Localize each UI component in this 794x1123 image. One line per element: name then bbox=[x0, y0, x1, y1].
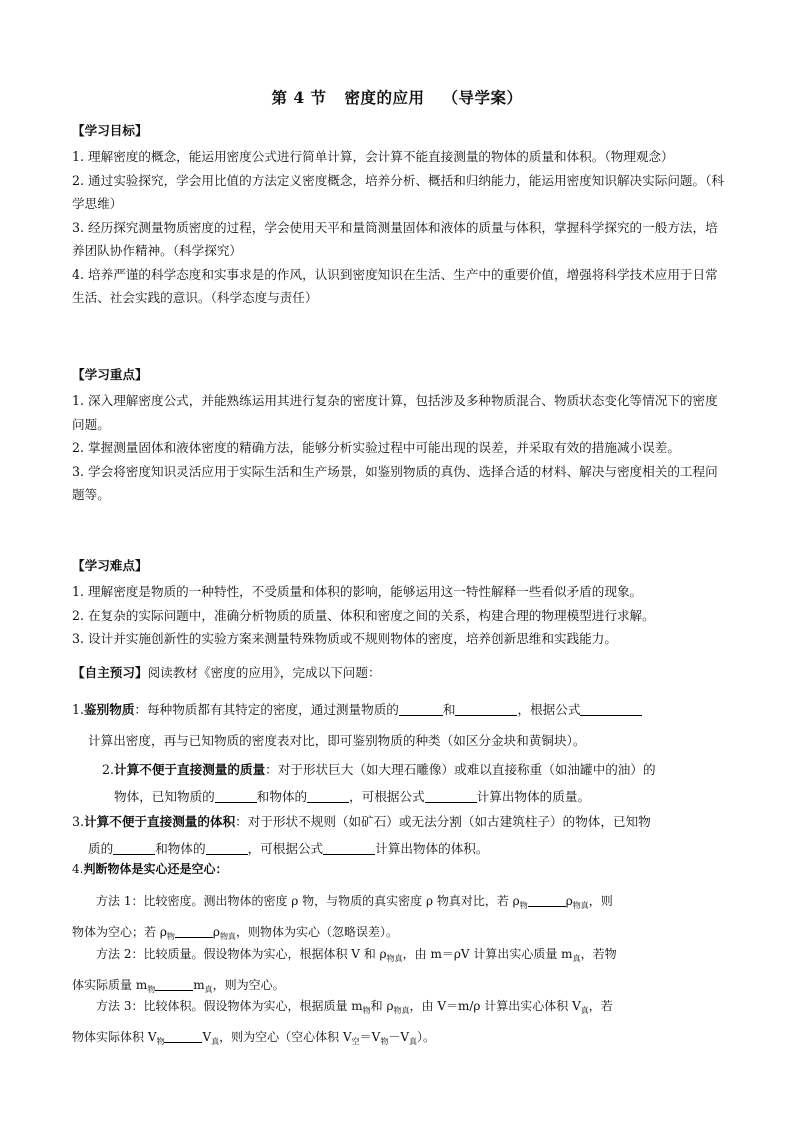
m3-text-j: ）。 bbox=[416, 1030, 435, 1044]
q4-term: 判断物体是实心还是空心 bbox=[83, 862, 216, 876]
q1-blank-volume[interactable] bbox=[455, 701, 517, 716]
method-1: 方法 1：比较密度。测出物体的密度 ρ 物，与物质的真实密度 ρ 物真对比，若 $\rho_物$ $\rho_{物真}$，则 物体为空心；若 $\rho_物$ $\rho_{物真}$，则物体为实心（忽略误差）。 bbox=[72, 894, 613, 941]
q1-text-c: ，根据公式 bbox=[517, 702, 581, 717]
m3-text-d: ，若 bbox=[588, 999, 613, 1013]
m2-text-c: ，若物 bbox=[580, 947, 617, 961]
q1-term: 鉴别物质 bbox=[84, 702, 135, 717]
title-tag: （导学案） bbox=[442, 88, 523, 107]
q1-line-2: 计算出密度，再与已知物质的密度表对比，即可鉴别物质的种类（如区分金块和黄铜块）。 bbox=[88, 733, 586, 748]
m1-sub-3: 物 bbox=[166, 932, 175, 941]
m1-blank-compare-1[interactable] bbox=[528, 892, 566, 907]
q2-blank-formula[interactable] bbox=[425, 788, 477, 803]
m3-blank-compare[interactable] bbox=[164, 1028, 202, 1043]
m1-blank-compare-2[interactable] bbox=[175, 923, 213, 938]
method-3 bbox=[72, 993, 728, 1055]
m2-sub-4: 真 bbox=[204, 985, 213, 994]
objective-item-3: 3. 经历探究测量物质密度的过程，学会使用天平和量筒测量固体和液体的质量与体积，掌握科学探究的一般方法，培养团队协作精神。（科学探究） bbox=[72, 219, 718, 258]
q3-blank-mass[interactable] bbox=[206, 840, 248, 855]
m2-sub-3: 物 bbox=[147, 985, 156, 994]
objective-item-1: 1. 理解密度的概念，能运用密度公式进行简单计算，会计算不能直接测量的物体的质量和体积。（物理观念） bbox=[72, 149, 674, 164]
question-4 bbox=[72, 858, 728, 882]
q4-colon: ： bbox=[215, 862, 228, 876]
m3-text-b: 和 ρ bbox=[370, 999, 394, 1013]
question-3 bbox=[72, 808, 728, 862]
m3-sub-6: 空 bbox=[351, 1037, 360, 1046]
preview-intro: 阅读教材《密度的应用》，完成以下问题： bbox=[147, 665, 381, 680]
m3-text-c: ，由 V＝m/ρ 计算出实心体积 V bbox=[409, 999, 581, 1013]
m2-sub-2: 真 bbox=[572, 954, 581, 963]
objective-item-2: 2. 通过实验探究，学会用比值的方法定义密度概念，培养分析、概括和归纳能力，能运用密度知识解决实际问题。（科学思维） bbox=[72, 172, 725, 211]
q3-text-e: 计算出物体的体积。 bbox=[375, 841, 489, 856]
q3-number: 3. bbox=[72, 814, 85, 829]
m3-sub-3: 真 bbox=[580, 1006, 589, 1015]
m1-text-a: 方法 1：比较密度。测出物体的密度 ρ 物，与物质的真实密度 ρ 物真对比，若 ρ bbox=[96, 894, 520, 908]
m3-text-g: ，则为空心（空心体积 V bbox=[219, 1030, 352, 1044]
q3-blank-density[interactable] bbox=[113, 840, 155, 855]
m3-sub-5: 真 bbox=[211, 1037, 220, 1046]
q1-number: 1. bbox=[72, 702, 85, 717]
m1-text-d: ，则物体为实心（忽略误差）。 bbox=[235, 925, 398, 939]
m1-text-c: 物体为空心；若 ρ bbox=[72, 925, 167, 939]
question-1 bbox=[72, 696, 728, 754]
m3-text-a: 方法 3：比较体积。假设物体为实心，根据质量 m bbox=[96, 999, 363, 1013]
m2-text-d: 体实际质量 m bbox=[72, 978, 148, 992]
objective-item-4: 4. 培养严谨的科学态度和实事求是的作风，认识到密度知识在生活、生产中的重要价值，增强将科学技术应用于日常生活、社会实践的意识。（科学态度与责任） bbox=[72, 266, 718, 305]
difficulty-item-1: 1. 理解密度是物质的一种特性，不受质量和体积的影响，能够运用这一特性解释一些看似矛盾的现象。 bbox=[72, 584, 643, 599]
key-point-item-3: 3. 学会将密度知识灵活应用于实际生活和生产场景，如鉴别物质的真伪、选择合适的材料、解决与密度相关的工程问题等。 bbox=[72, 463, 718, 502]
q2-text-b: 物体，已知物质的 bbox=[114, 789, 215, 804]
q3-blank-formula[interactable] bbox=[323, 840, 375, 855]
q2-text-e: 计算出物体的质量。 bbox=[476, 789, 591, 804]
preview-header: 【自主预习】 bbox=[72, 665, 148, 680]
m3-sub-7: 物 bbox=[380, 1037, 389, 1046]
q4-number: 4. bbox=[72, 862, 84, 876]
m1-sub-4: 物真 bbox=[219, 932, 236, 941]
m2-text-a: 方法 2：比较质量。假设物体为实心，根据体积 V 和 ρ bbox=[96, 947, 387, 961]
m2-blank-compare[interactable] bbox=[155, 976, 193, 991]
q3-term: 计算不便于直接测量的体积 bbox=[84, 814, 236, 829]
q1-blank-formula[interactable] bbox=[580, 701, 642, 716]
m3-text-f: V bbox=[202, 1030, 212, 1044]
q3-text-d: ，可根据公式 bbox=[247, 841, 324, 856]
q2-text-d: ，可根据公式 bbox=[349, 789, 425, 804]
m2-text-e: m bbox=[193, 978, 205, 992]
difficulties-list bbox=[72, 580, 728, 651]
objectives-list bbox=[72, 145, 728, 310]
key-point-item-1: 1. 深入理解密度公式，并能熟练运用其进行复杂的密度计算，包括涉及多种物质混合、物质状态变化等情况下的密度问题。 bbox=[72, 393, 718, 432]
q2-blank-volume[interactable] bbox=[307, 788, 349, 803]
q1-text-b: 和 bbox=[442, 702, 456, 717]
m3-sub-4: 物 bbox=[156, 1037, 165, 1046]
m3-text-h: ＝V bbox=[359, 1030, 381, 1044]
title-topic: 密度的应用 bbox=[344, 88, 425, 107]
difficulties-header: 【学习难点】 bbox=[72, 558, 148, 573]
m1-sub-2: 物真 bbox=[572, 901, 589, 910]
q3-text-b: 质的 bbox=[88, 841, 114, 856]
m3-sub-1: 物 bbox=[362, 1006, 371, 1015]
title-section: 第 4 节 bbox=[271, 88, 327, 107]
page-title bbox=[0, 86, 794, 108]
q2-text-a: ：对于形状巨大（如大理石雕像）或难以直接称重（如油罐中的油）的 bbox=[265, 762, 656, 777]
q3-text-a: ：对于形状不规则（如矿石）或无法分割（如古建筑柱子）的物体，已知物 bbox=[235, 814, 651, 829]
q1-blank-mass[interactable] bbox=[399, 701, 443, 716]
m1-sub-1: 物 bbox=[519, 901, 528, 910]
m3-sub-8: 真 bbox=[408, 1037, 417, 1046]
key-points-header: 【学习重点】 bbox=[72, 367, 148, 382]
question-2 bbox=[102, 756, 728, 810]
m2-sub-1: 物真 bbox=[386, 954, 403, 963]
difficulty-item-2: 2. 在复杂的实际问题中，准确分析物质的质量、体积和密度之间的关系，构建合理的物理模型进行求解。 bbox=[72, 607, 655, 623]
m2-text-b: ，由 m＝ρV 计算出实心质量 m bbox=[402, 947, 573, 961]
q2-text-c: 和物体的 bbox=[256, 789, 308, 804]
m2-text-f: ，则为空心。 bbox=[212, 978, 285, 992]
q3-text-c: 和物体的 bbox=[155, 841, 206, 856]
m3-text-e: 物体实际体积 V bbox=[72, 1030, 157, 1044]
key-point-item-2: 2. 掌握测量固体和液体密度的精确方法，能够分析实验过程中可能出现的误差，并采取有效的措施减小误差。 bbox=[72, 440, 680, 455]
key-points-list bbox=[72, 389, 728, 507]
q1-text-a: ：每种物质都有其特定的密度，通过测量物质的 bbox=[134, 702, 399, 717]
difficulty-item-3: 3. 设计并实施创新性的实验方案来测量特殊物质或不规则物体的密度，培养创新思维和实践能力。 bbox=[72, 631, 617, 646]
q2-blank-density[interactable] bbox=[215, 788, 257, 803]
q2-term: 计算不便于直接测量的质量 bbox=[114, 762, 266, 777]
q2-number: 2. bbox=[102, 762, 115, 777]
m3-sub-2: 物真 bbox=[393, 1006, 410, 1015]
preview-intro-line bbox=[72, 661, 728, 685]
m3-text-i: －V bbox=[388, 1030, 409, 1044]
m1-text-b: ，则 bbox=[588, 894, 613, 908]
objectives-header: 【学习目标】 bbox=[72, 123, 148, 138]
